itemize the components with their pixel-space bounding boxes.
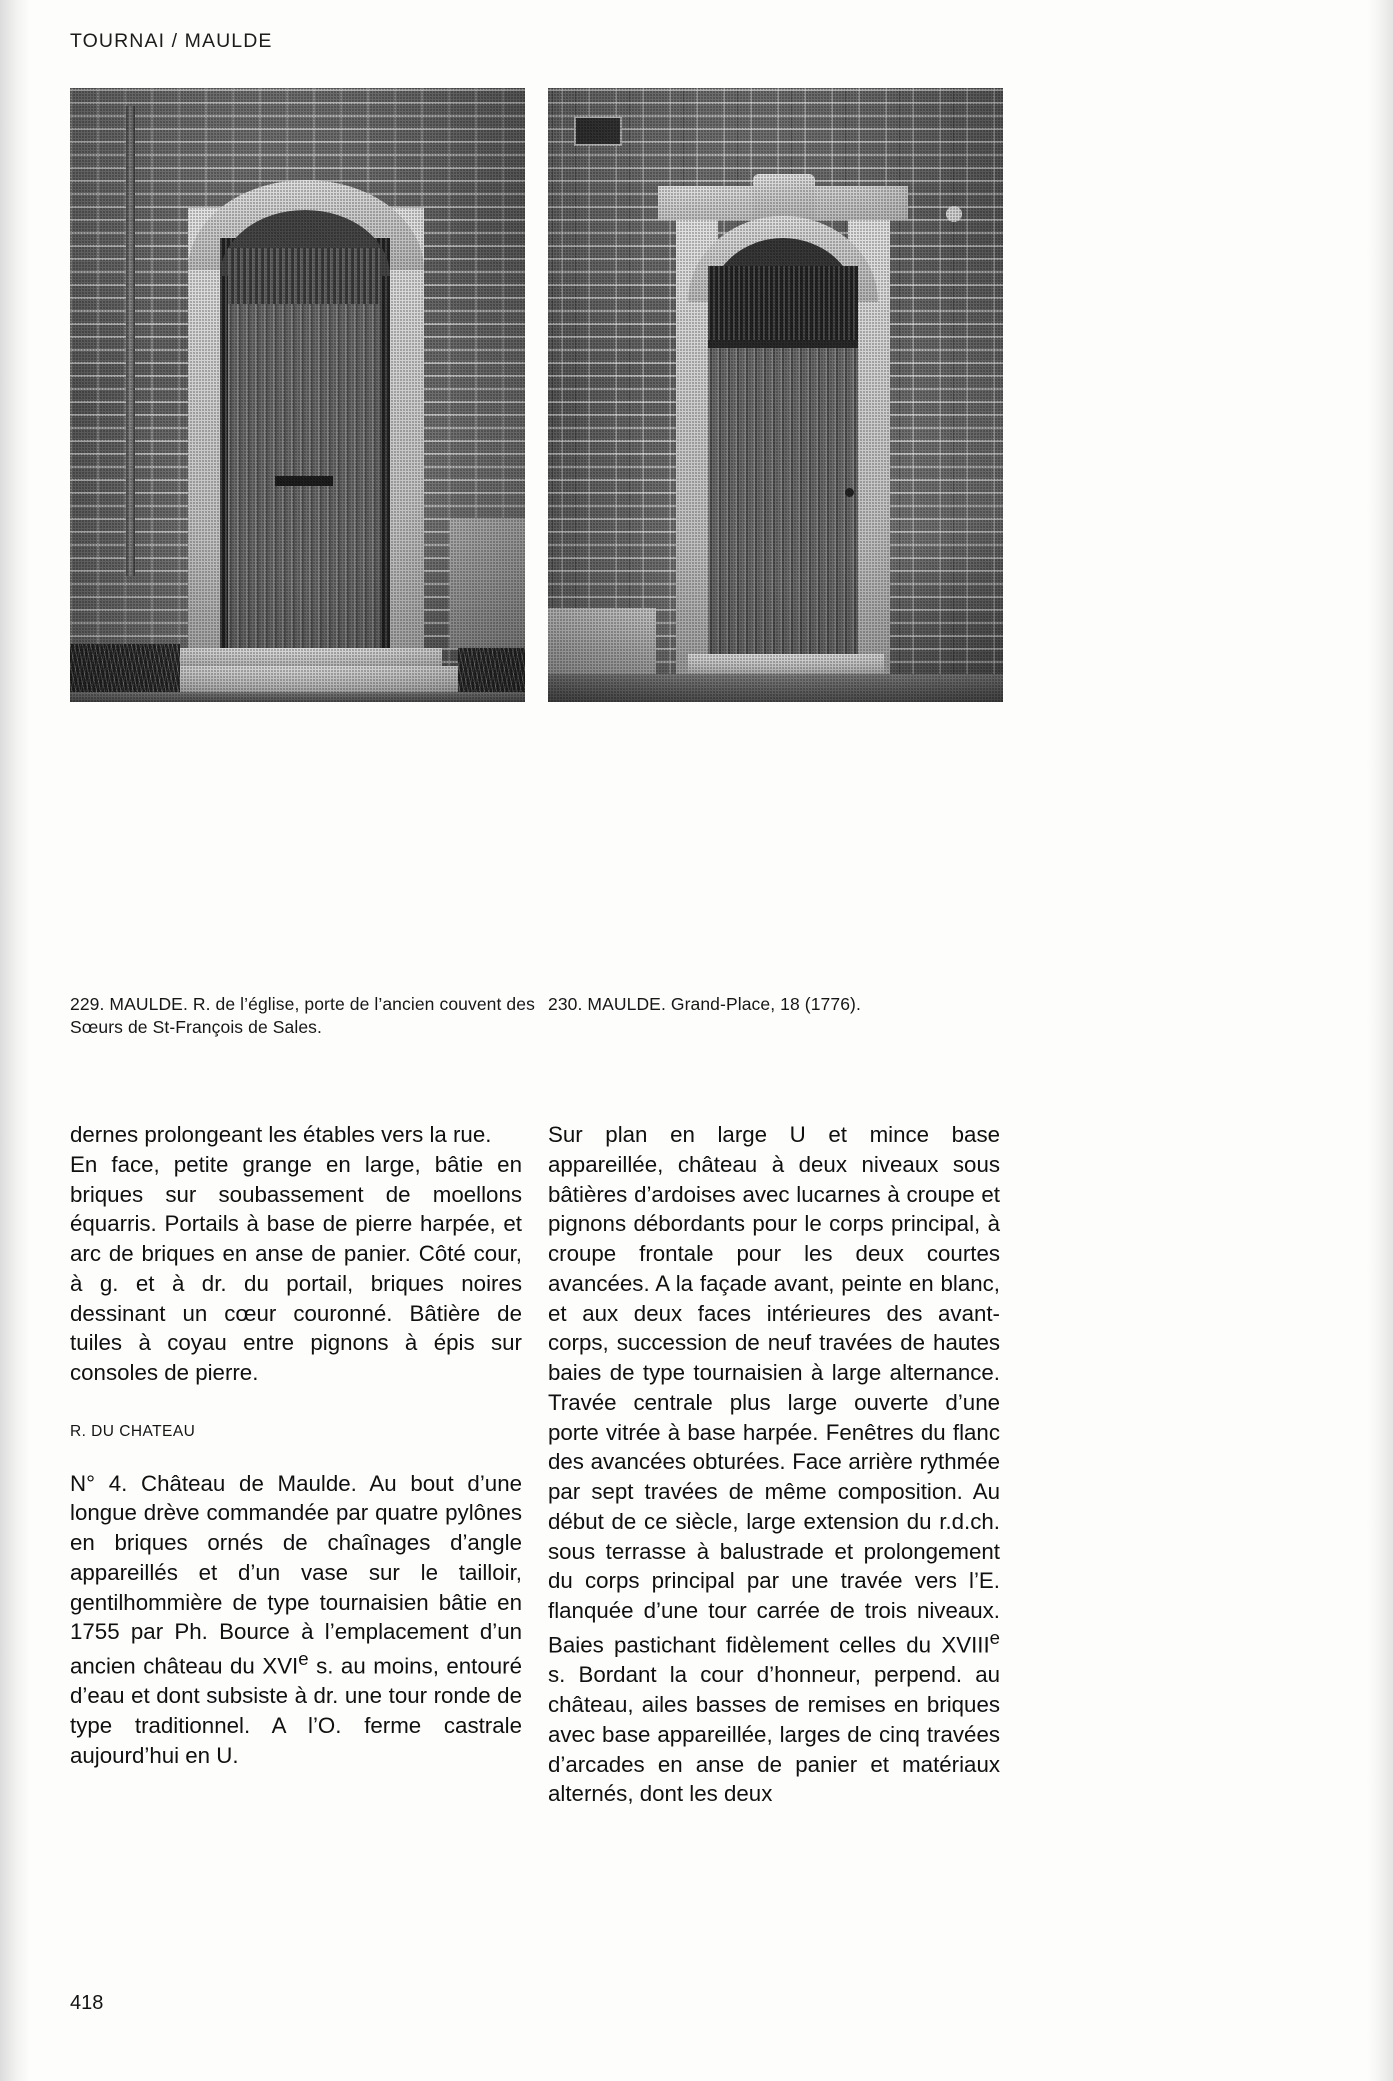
page-number: 418 [70, 1992, 104, 2014]
paragraph-continuation: dernes prolongeant les étables vers la rue. [70, 1122, 492, 1147]
section-subheading: R. DU CHATEAU [70, 1422, 196, 1440]
body-column-right [548, 1120, 1000, 1809]
photo-vignette [70, 88, 525, 702]
figure-caption-230: 230. MAULDE. Grand-Place, 18 (1776). [548, 994, 861, 1014]
entry-text-after-superscript: s. au moins, entouré d’eau et dont subsiste à dr. une tour ronde de type traditionnel. A l’O. ferme castrale aujourd’hui en U. [70, 1653, 523, 1768]
right-text-after-superscript: s. Bordant la cour d’honneur, perpend. au château, ailes basses de remises en briques avec base appareillée, larges de cinq travées d’arcades en anse de panier et matériaux alternés, dont les deux [548, 1662, 1000, 1807]
ordinal-superscript: e [989, 1627, 1000, 1649]
running-head: TOURNAI / MAULDE [70, 30, 273, 52]
right-text-before-superscript: Sur plan en large U et mince base appareillée, château à deux niveaux sous bâtières d’ardoises avec lucarnes à croupe et pignons débordants pour le corps principal, à croupe frontale pour les deux courtes avancées. A la façade avant, peinte en blanc, et aux deux faces intérieures des avant-corps, succession de neuf travées de hautes baies de type tournaisien à large alternance. Travée centrale plus large ouverte d’une porte vitrée à base harpée. Fenêtres du flanc des avancées obturées. Face arrière rythmée par sept travées de même composition. Au début de ce siècle, large extension du r.d.ch. sous terrasse à balustrade et prolongement du corps principal par une travée vers l’E. flanquée d’une tour carrée de trois niveaux. Baies pastichant fidèlement celles du XVIII [548, 1122, 1000, 1658]
ordinal-superscript: e [298, 1648, 309, 1670]
paragraph-chateau-description [548, 1120, 1000, 1809]
scan-edge-right [1367, 0, 1393, 2081]
figure-image-229 [70, 88, 525, 702]
photo-vignette [548, 88, 1003, 702]
entry-text-before-superscript: N° 4. Château de Maulde. Au bout d’une longue drève commandée par quatre pylônes en briques ornés de chaînages d’angle appareillés et d’un vase sur le tailloir, gentilhommière de type tournaisien bâtie en 1755 par Ph. Bource à l’emplacement d’un ancien château du XVI [70, 1470, 522, 1679]
paragraph-grange: En face, petite grange en large, bâtie en briques sur soubassement de moellons équarris. Portails à base de pierre harpée, et arc de briques en anse de panier. Côté cour, à g. et à dr. du portail, briques noires dessinant un cœur couronné. Bâtière de tuiles à coyau entre pignons à épis sur consoles de pierre. [70, 1151, 522, 1386]
figure-image-230 [548, 88, 1003, 702]
paragraph-entry-chateau [70, 1469, 522, 1771]
figure-caption-229: 229. MAULDE. R. de l’église, porte de l’ancien couvent des Sœurs de St-François de Sales. [70, 994, 535, 1037]
scan-edge-left [0, 0, 30, 2081]
body-column-left [70, 1120, 522, 1771]
